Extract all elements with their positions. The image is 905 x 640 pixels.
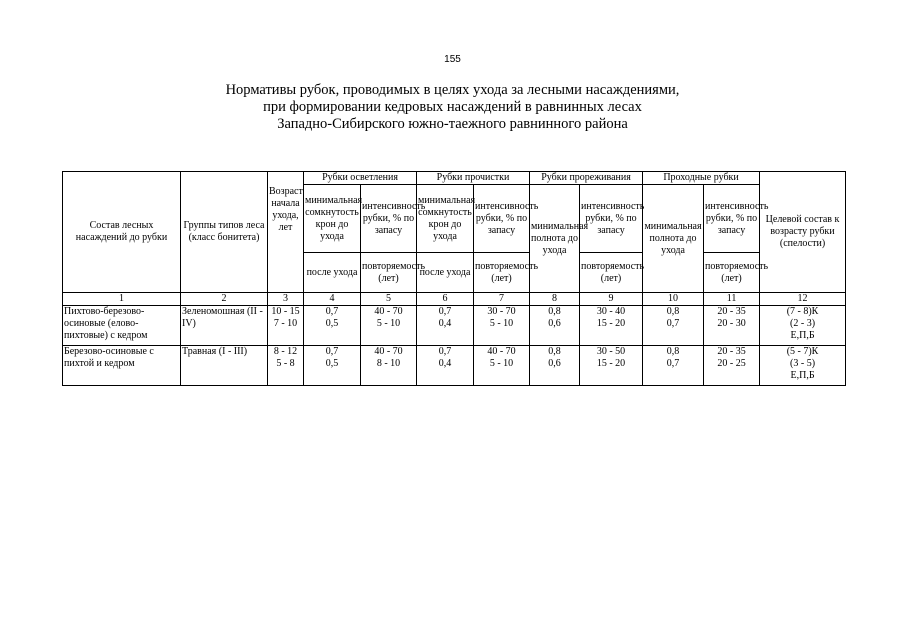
- row-composition: Пихтово-березово-осиновые (елово-пихтовые) с кедром: [63, 306, 181, 346]
- norms-table: [62, 171, 846, 386]
- column-number: 10: [643, 293, 704, 306]
- header-repeat: повторяемость (лет): [361, 253, 417, 293]
- row-prokhodnye-int: 20 - 35 20 - 30: [704, 306, 760, 346]
- header-min-closure: минимальная сомкнутость крон до ухода: [417, 185, 474, 253]
- header-group-prochistka: Рубки прочистки: [417, 172, 530, 185]
- header-composition: Состав лесных насаждений до рубки: [63, 172, 181, 293]
- header-after-care: после ухода: [417, 253, 474, 293]
- row-prorezhivanie-min: 0,8 0,6: [530, 346, 580, 386]
- header-group-prorezhivanie: Рубки прореживания: [530, 172, 643, 185]
- header-repeat: повторяемость (лет): [474, 253, 530, 293]
- row-osvetlenie-int: 40 - 70 8 - 10: [361, 346, 417, 386]
- column-number: 11: [704, 293, 760, 306]
- row-prokhodnye-int: 20 - 35 20 - 25: [704, 346, 760, 386]
- column-number: 9: [580, 293, 643, 306]
- title-line-2: при формировании кедровых насаждений в равнинных лесах: [263, 99, 642, 115]
- row-prochistka-int: 30 - 70 5 - 10: [474, 306, 530, 346]
- row-forest-group: Травная (I - III): [181, 346, 268, 386]
- header-group-prokhodnye: Проходные рубки: [643, 172, 760, 185]
- row-age: 10 - 15 7 - 10: [268, 306, 304, 346]
- column-number: 12: [760, 293, 846, 306]
- row-osvetlenie-int: 40 - 70 5 - 10: [361, 306, 417, 346]
- header-age: Возраст начала ухода, лет: [268, 172, 304, 293]
- row-prorezhivanie-int: 30 - 50 15 - 20: [580, 346, 643, 386]
- row-composition: Березово-осиновые с пихтой и кедром: [63, 346, 181, 386]
- row-prokhodnye-min: 0,8 0,7: [643, 306, 704, 346]
- column-number: 8: [530, 293, 580, 306]
- column-number: 3: [268, 293, 304, 306]
- row-target: (7 - 8)К (2 - 3) Е,П,Б: [760, 306, 846, 346]
- table-row: [63, 346, 846, 386]
- header-min-density: минимальная полнота до ухода: [530, 185, 580, 293]
- row-forest-group: Зеленомошная (II - IV): [181, 306, 268, 346]
- document-title: [0, 82, 905, 133]
- header-after-care: после ухода: [304, 253, 361, 293]
- row-prochistka-int: 40 - 70 5 - 10: [474, 346, 530, 386]
- table-row: [63, 306, 846, 346]
- row-osvetlenie-min: 0,7 0,5: [304, 306, 361, 346]
- header-intensity: интенсивность рубки, % по запасу: [704, 185, 760, 253]
- header-intensity: интенсивность рубки, % по запасу: [361, 185, 417, 253]
- header-repeat: повторяемость (лет): [704, 253, 760, 293]
- column-number: 1: [63, 293, 181, 306]
- column-number: 5: [361, 293, 417, 306]
- column-number: 6: [417, 293, 474, 306]
- header-min-density: минимальная полнота до ухода: [643, 185, 704, 293]
- header-intensity: интенсивность рубки, % по запасу: [474, 185, 530, 253]
- row-osvetlenie-min: 0,7 0,5: [304, 346, 361, 386]
- row-prorezhivanie-min: 0,8 0,6: [530, 306, 580, 346]
- title-line-3: Западно-Сибирского южно-таежного равнинного района: [277, 116, 628, 132]
- row-prokhodnye-min: 0,8 0,7: [643, 346, 704, 386]
- row-age: 8 - 12 5 - 8: [268, 346, 304, 386]
- column-number: 2: [181, 293, 268, 306]
- header-forest-groups: Группы типов леса (класс бонитета): [181, 172, 268, 293]
- row-target: (5 - 7)К (3 - 5) Е,П,Б: [760, 346, 846, 386]
- header-intensity: интенсивность рубки, % по запасу: [580, 185, 643, 253]
- row-prochistka-min: 0,7 0,4: [417, 346, 474, 386]
- header-repeat: повторяемость (лет): [580, 253, 643, 293]
- title-line-1: Нормативы рубок, проводимых в целях ухода за лесными насаждениями,: [225, 82, 680, 98]
- header-group-osvetlenie: Рубки осветления: [304, 172, 417, 185]
- header-target: Целевой состав к возрасту рубки (спелости): [760, 172, 846, 293]
- row-prorezhivanie-int: 30 - 40 15 - 20: [580, 306, 643, 346]
- column-numbers-row: [63, 293, 846, 306]
- row-prochistka-min: 0,7 0,4: [417, 306, 474, 346]
- column-number: 7: [474, 293, 530, 306]
- column-number: 4: [304, 293, 361, 306]
- header-min-closure: минимальная сомкнутость крон до ухода: [304, 185, 361, 253]
- page-number: 155: [444, 54, 461, 65]
